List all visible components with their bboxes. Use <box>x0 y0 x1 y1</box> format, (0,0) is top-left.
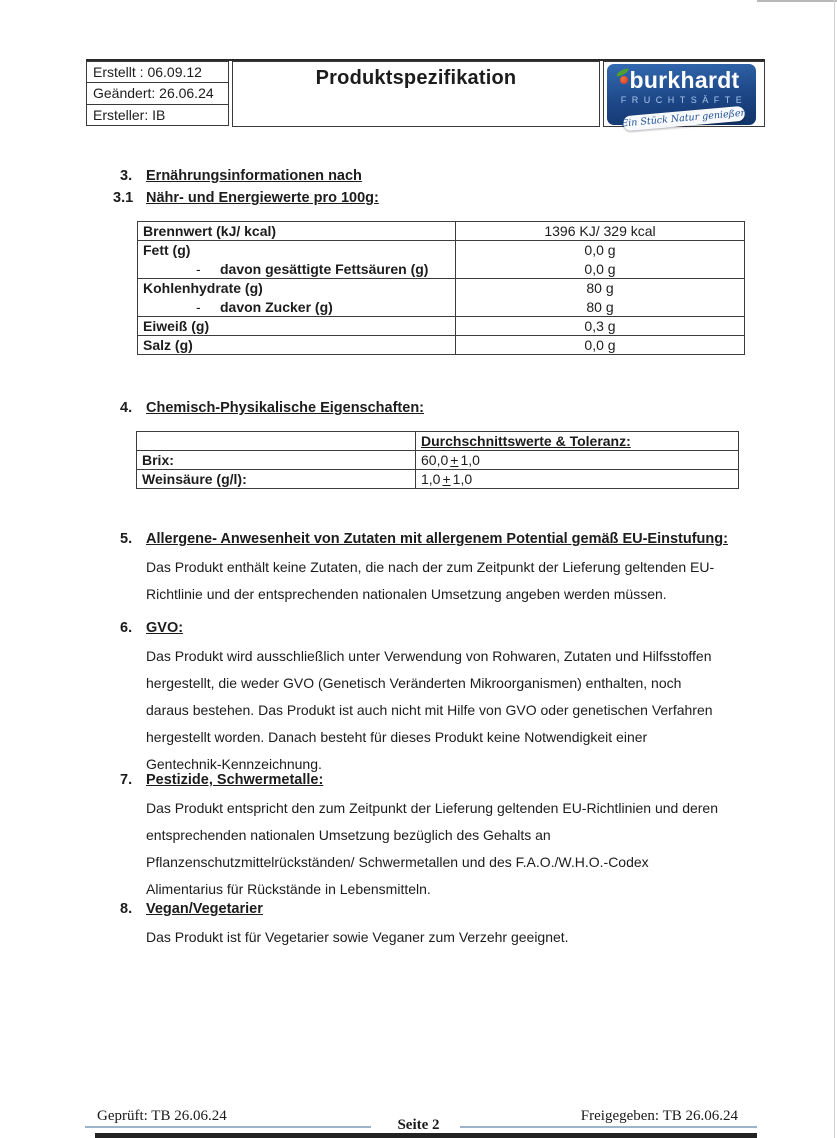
nutrient-value: 80 g <box>456 298 745 317</box>
section-body <box>146 795 746 903</box>
page-number: Seite 2 <box>397 1117 440 1133</box>
section-body <box>146 924 746 951</box>
table-row <box>138 317 745 336</box>
column-header: Durchschnittswerte & Toleranz: <box>416 432 739 451</box>
body-line: hergestellt, die weder GVO (Genetisch Veränderten Mikroorganismen) enthalten, noch <box>146 675 682 691</box>
body-line: entsprechenden nationalen Umsetzung bezüglich des Gehalts an <box>146 827 551 843</box>
nutrient-label: Kohlenhydrate (g) <box>138 279 456 298</box>
table-row <box>137 432 739 451</box>
logo-tagline-ribbon: Ein Stück Natur genießen <box>620 107 748 130</box>
nutrient-label: Brennwert (kJ/ kcal) <box>138 222 456 241</box>
section-title: Chemisch-Physikalische Eigenschaften: <box>146 400 425 416</box>
nutrient-sublabel: - davon Zucker (g) <box>138 298 456 317</box>
scan-artifact-right-line <box>834 0 835 1138</box>
section-3-1-heading <box>113 187 753 209</box>
section-number: 3.1 <box>113 190 134 206</box>
section-7 <box>120 769 760 903</box>
empty-cell <box>137 432 416 451</box>
table-row <box>138 298 745 317</box>
nutrient-label: Fett (g) <box>138 241 456 260</box>
property-label: Weinsäure (g/l): <box>137 470 416 489</box>
header-meta-table <box>86 61 229 127</box>
bottom-edge-bar <box>95 1133 757 1138</box>
body-line: Richtlinie und der entsprechenden nationalen Umsetzung angeben werden müssen. <box>146 586 667 602</box>
footer-released: Freigegeben: TB 26.06.24 <box>580 1108 738 1124</box>
section-number: 8. <box>120 901 133 917</box>
logo-cell <box>603 61 765 130</box>
body-line: Das Produkt ist für Vegetarier sowie Veganer zum Verzehr geeignet. <box>146 929 569 945</box>
body-line: Gentechnik-Kennzeichnung. <box>146 756 322 772</box>
section-4-heading <box>120 397 760 419</box>
section-5 <box>120 528 760 608</box>
table-row <box>138 279 745 298</box>
body-line: Pflanzenschutzmittelrückständen/ Schwermetallen und des F.A.O./W.H.O.-Codex <box>146 854 649 870</box>
body-line: Das Produkt wird ausschließlich unter Verwendung von Rohwaren, Zutaten und Hilfsstoffen <box>146 648 712 664</box>
logo-subtitle-text: FRUCHTSÄFTE <box>620 95 748 105</box>
section-6 <box>120 617 760 778</box>
document-header <box>86 59 765 130</box>
chem-phys-table <box>136 431 739 489</box>
meta-changed: Geändert: 26.06.24 <box>86 82 229 104</box>
body-line: hergestellt worden. Danach besteht für dieses Produkt keine Notwendigkeit einer <box>146 729 648 745</box>
nutrient-sublabel: - davon gesättigte Fettsäuren (g) <box>138 260 456 279</box>
section-number: 7. <box>120 772 133 788</box>
section-body <box>146 554 746 608</box>
nutrient-value: 0,0 g <box>456 336 745 355</box>
footer-checked: Geprüft: TB 26.06.24 <box>97 1108 227 1124</box>
burkhardt-logo <box>607 64 756 130</box>
body-line: Das Produkt entspricht den zum Zeitpunkt der Lieferung geltenden EU-Richtlinien und deren <box>146 800 718 816</box>
property-value: 60,0 + 1,0 <box>416 451 739 470</box>
body-line: daraus bestehen. Das Produkt ist auch nicht mit Hilfe von GVO oder genetischen Verfahren <box>146 702 713 718</box>
logo-brand-text: burkhardt <box>629 67 740 93</box>
section-title: Nähr- und Energiewerte pro 100g: <box>146 190 379 206</box>
nutrient-label: Eiweiß (g) <box>138 317 456 336</box>
table-row <box>137 470 739 489</box>
section-body <box>146 643 746 778</box>
section-8 <box>120 898 760 951</box>
section-title: Vegan/Vegetarier <box>146 901 263 917</box>
body-line: Alimentarius für Rückstände in Lebensmitteln. <box>146 881 431 897</box>
nutrient-value: 0,0 g <box>456 260 745 279</box>
section-3-heading <box>120 165 760 187</box>
section-title: GVO: <box>146 620 184 636</box>
table-row <box>138 241 745 260</box>
table-row <box>138 336 745 355</box>
nutrient-value: 0,3 g <box>456 317 745 336</box>
body-line: Das Produkt enthält keine Zutaten, die nach der zum Zeitpunkt der Lieferung geltenden EU- <box>146 559 715 575</box>
nutrition-table <box>137 221 745 355</box>
title-cell <box>232 61 600 127</box>
meta-author: Ersteller: IB <box>86 104 229 126</box>
section-number: 3. <box>120 168 133 184</box>
scan-artifact-top-line <box>757 0 837 2</box>
property-label: Brix: <box>137 451 416 470</box>
section-title: Allergene- Anwesenheit von Zutaten mit allergenem Potential gemäß EU-Einstufung: <box>146 531 728 547</box>
nutrient-value: 0,0 g <box>456 241 745 260</box>
table-row <box>138 222 745 241</box>
table-row <box>138 260 745 279</box>
meta-created: Erstellt : 06.09.12 <box>86 61 229 83</box>
nutrient-value: 80 g <box>456 279 745 298</box>
page-title: Produktspezifikation <box>315 67 517 89</box>
property-value: 1,0 + 1,0 <box>416 470 739 489</box>
nutrient-label: Salz (g) <box>138 336 456 355</box>
section-number: 4. <box>120 400 133 416</box>
section-number: 6. <box>120 620 133 636</box>
section-number: 5. <box>120 531 133 547</box>
table-row <box>137 451 739 470</box>
section-title: Pestizide, Schwermetalle: <box>146 772 324 788</box>
section-title: Ernährungsinformationen nach <box>146 168 362 184</box>
nutrient-value: 1396 KJ/ 329 kcal <box>456 222 745 241</box>
